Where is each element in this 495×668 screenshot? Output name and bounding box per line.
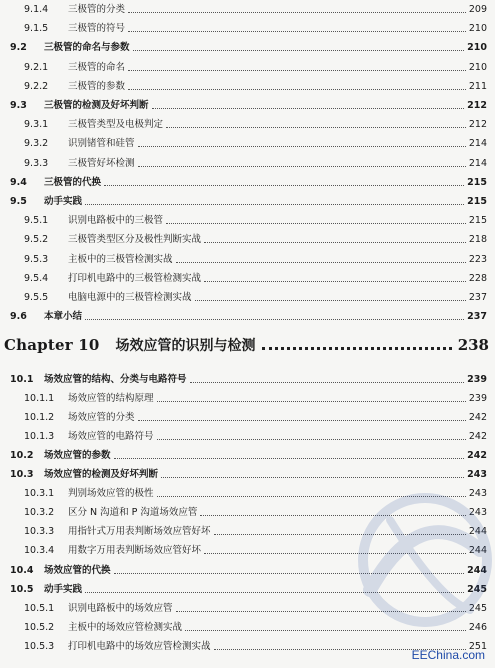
toc-entry-page: 243 bbox=[468, 488, 487, 500]
toc-entry-title: 主板中的三极管检测实战 bbox=[68, 253, 173, 265]
toc-section-entry bbox=[0, 446, 495, 462]
toc-entry-number: 10.5.3 bbox=[24, 640, 55, 652]
toc-subsection-entry bbox=[0, 389, 495, 405]
toc-section-entry bbox=[0, 192, 495, 208]
toc-entry-number: 10.5.2 bbox=[24, 621, 55, 633]
toc-entry-page: 211 bbox=[468, 80, 487, 92]
toc-subsection-entry bbox=[0, 230, 495, 246]
toc-entry-number: 9.3.2 bbox=[24, 138, 49, 150]
toc-subsection-entry bbox=[0, 211, 495, 227]
toc-entry-number: 9.1.5 bbox=[24, 23, 49, 35]
toc-entry-page: 223 bbox=[468, 253, 487, 265]
toc-entry-title: 场效应管的结构、分类与电路符号 bbox=[44, 374, 187, 385]
toc-entry-title: 打印机电路中的三极管检测实战 bbox=[68, 272, 202, 284]
toc-entry-title: 三极管类型及电极判定 bbox=[68, 119, 164, 131]
toc-entry-number: 10.3 bbox=[10, 469, 34, 481]
toc-entry-title: 本章小结 bbox=[44, 311, 83, 323]
toc-subsection-entry bbox=[0, 522, 495, 538]
toc-entry-number: 10.1.1 bbox=[24, 393, 55, 405]
toc-subsection-entry bbox=[0, 58, 495, 74]
toc-section-entry bbox=[0, 580, 495, 596]
toc-section-entry bbox=[0, 173, 495, 189]
dot-leader bbox=[262, 347, 452, 350]
toc-entry-title: 场效应管的检测及好坏判断 bbox=[44, 469, 159, 481]
dot-leader bbox=[200, 515, 465, 516]
toc-entry-page: 245 bbox=[467, 583, 487, 595]
dot-leader bbox=[152, 108, 465, 109]
toc-entry-number: 10.2 bbox=[10, 450, 34, 462]
dot-leader bbox=[138, 420, 466, 421]
toc-entry-page: 228 bbox=[468, 272, 487, 284]
watermark-brand: EEChina.com bbox=[411, 648, 485, 662]
toc-entry-title: 场效应管的分类 bbox=[68, 412, 135, 424]
toc-entry-title: 场效应管的电路符号 bbox=[68, 431, 154, 443]
toc-entry-title: 识别锗管和硅管 bbox=[68, 138, 135, 150]
toc-subsection-entry bbox=[0, 541, 495, 557]
dot-leader bbox=[138, 166, 466, 167]
toc-subsection-entry bbox=[0, 19, 495, 35]
toc-entry-page: 239 bbox=[468, 393, 487, 405]
dot-leader bbox=[190, 382, 465, 383]
toc-entry-page: 237 bbox=[468, 292, 487, 303]
dot-leader bbox=[204, 242, 466, 243]
toc-subsection-entry bbox=[0, 134, 495, 150]
chapter-heading bbox=[0, 333, 495, 357]
toc-entry-number: 10.4 bbox=[10, 564, 34, 576]
dot-leader bbox=[195, 300, 466, 301]
toc-entry-title: 三极管的命名与参数 bbox=[44, 42, 130, 54]
toc-subsection-entry bbox=[0, 427, 495, 443]
toc-subsection-entry bbox=[0, 408, 495, 424]
toc-subsection-entry bbox=[0, 0, 495, 16]
toc-entry-number: 9.1.4 bbox=[24, 4, 49, 15]
toc-entry-number: 9.5.5 bbox=[24, 292, 49, 303]
toc-section-entry bbox=[0, 370, 495, 386]
dot-leader bbox=[104, 185, 464, 186]
toc-entry-title: 动手实践 bbox=[44, 196, 83, 207]
toc-entry-title: 三极管的分类 bbox=[68, 4, 126, 15]
toc-entry-title: 场效应管的代换 bbox=[44, 564, 111, 576]
toc-section-entry bbox=[0, 96, 495, 112]
toc-entry-number: 9.3 bbox=[10, 100, 27, 111]
toc-entry-page: 237 bbox=[467, 311, 487, 323]
toc-entry-title: 三极管的命名 bbox=[68, 61, 126, 73]
toc-entry-number: 10.1.3 bbox=[24, 431, 55, 443]
toc-entry-page: 215 bbox=[468, 215, 487, 227]
toc-subsection-entry bbox=[0, 484, 495, 500]
toc-entry-page: 244 bbox=[468, 526, 487, 538]
dot-leader bbox=[133, 50, 465, 51]
toc-entry-number: 10.1.2 bbox=[24, 412, 55, 424]
dot-leader bbox=[157, 496, 466, 497]
toc-subsection-entry bbox=[0, 250, 495, 266]
toc-entry-page: 242 bbox=[467, 450, 487, 462]
toc-entry-number: 10.3.1 bbox=[24, 488, 55, 500]
toc-entry-title: 主板中的场效应管检测实战 bbox=[68, 621, 183, 633]
toc-entry-number: 9.2.1 bbox=[24, 61, 49, 73]
toc-entry-number: 9.5.3 bbox=[24, 253, 49, 265]
toc-entry-title: 场效应管的参数 bbox=[44, 450, 111, 462]
dot-leader bbox=[114, 458, 465, 459]
toc-entry-title: 识别电路板中的三极管 bbox=[68, 215, 164, 227]
toc-entry-page: 212 bbox=[467, 100, 487, 111]
toc-entry-title: 判别场效应管的极性 bbox=[68, 488, 154, 500]
toc-entry-title: 三极管的检测及好坏判断 bbox=[44, 100, 149, 111]
toc-entry-page: 242 bbox=[468, 412, 487, 424]
chapter-title: 场效应管的识别与检测 bbox=[115, 338, 256, 354]
dot-leader bbox=[114, 573, 465, 574]
toc-entry-number: 9.3.3 bbox=[24, 157, 49, 169]
dot-leader bbox=[166, 223, 466, 224]
toc-entry-title: 三极管的代换 bbox=[44, 176, 102, 188]
dot-leader bbox=[214, 534, 466, 535]
toc-entry-title: 三极管类型区分及极性判断实战 bbox=[68, 234, 202, 246]
toc-entry-title: 动手实践 bbox=[44, 583, 83, 595]
toc-entry-title: 区分 N 沟道和 P 沟道场效应管 bbox=[68, 507, 198, 519]
toc-entry-page: 214 bbox=[468, 138, 487, 150]
toc-entry-page: 245 bbox=[468, 602, 487, 614]
toc-entry-number: 9.3.1 bbox=[24, 119, 49, 131]
toc-entry-title: 用指针式万用表判断场效应管好坏 bbox=[68, 526, 211, 538]
toc-entry-page: 243 bbox=[468, 507, 487, 519]
toc-subsection-entry bbox=[0, 288, 495, 304]
toc-entry-page: 214 bbox=[468, 157, 487, 169]
toc-section-entry bbox=[0, 307, 495, 323]
toc-subsection-entry bbox=[0, 599, 495, 615]
toc-entry-page: 246 bbox=[468, 621, 487, 633]
toc-entry-title: 三极管好坏检测 bbox=[68, 157, 135, 169]
dot-leader bbox=[157, 401, 466, 402]
toc-entry-title: 场效应管的结构原理 bbox=[68, 393, 154, 405]
toc-entry-page: 212 bbox=[468, 119, 487, 131]
toc-section-entry bbox=[0, 465, 495, 481]
toc-entry-number: 9.2 bbox=[10, 42, 27, 54]
toc-entry-page: 243 bbox=[467, 469, 487, 481]
dot-leader bbox=[176, 611, 466, 612]
toc-section-entry bbox=[0, 561, 495, 577]
toc-subsection-entry bbox=[0, 618, 495, 634]
dot-leader bbox=[161, 477, 464, 478]
toc-subsection-entry bbox=[0, 269, 495, 285]
toc-entry-number: 9.5.1 bbox=[24, 215, 49, 227]
dot-leader bbox=[128, 31, 466, 32]
toc-subsection-entry bbox=[0, 503, 495, 519]
toc-entry-number: 10.3.4 bbox=[24, 545, 55, 557]
toc-entry-page: 215 bbox=[467, 196, 487, 207]
toc-entry-page: 215 bbox=[467, 176, 487, 188]
toc-entry-page: 210 bbox=[467, 42, 487, 54]
toc-entry-title: 打印机电路中的场效应管检测实战 bbox=[68, 640, 211, 652]
toc-entry-page: 244 bbox=[468, 545, 487, 557]
toc-entry-number: 9.6 bbox=[10, 311, 27, 323]
toc-entry-number: 10.3.3 bbox=[24, 526, 55, 538]
toc-section-entry bbox=[0, 38, 495, 54]
toc-entry-page: 242 bbox=[468, 431, 487, 443]
toc-entry-page: 251 bbox=[468, 640, 487, 652]
toc-entry-page: 209 bbox=[468, 4, 487, 15]
toc-entry-number: 10.3.2 bbox=[24, 507, 55, 519]
dot-leader bbox=[85, 592, 464, 593]
toc-entry-number: 9.2.2 bbox=[24, 80, 49, 92]
dot-leader bbox=[157, 439, 466, 440]
toc-entry-page: 210 bbox=[468, 23, 487, 35]
toc-entry-title: 用数字万用表判断场效应管好坏 bbox=[68, 545, 202, 557]
toc-subsection-entry bbox=[0, 77, 495, 93]
dot-leader bbox=[166, 127, 466, 128]
toc-entry-number: 10.5 bbox=[10, 583, 34, 595]
toc-entry-page: 218 bbox=[468, 234, 487, 246]
toc-entry-page: 239 bbox=[467, 374, 487, 385]
chapter-page-number: 238 bbox=[457, 336, 489, 354]
toc-entry-title: 电脑电源中的三极管检测实战 bbox=[68, 292, 192, 303]
toc-entry-number: 10.5.1 bbox=[24, 602, 55, 614]
dot-leader bbox=[176, 262, 466, 263]
toc-entry-title: 识别电路板中的场效应管 bbox=[68, 602, 173, 614]
toc-entry-number: 9.5.2 bbox=[24, 234, 49, 246]
toc-entry-page: 210 bbox=[468, 61, 487, 73]
dot-leader bbox=[128, 12, 466, 13]
toc-entry-number: 9.5 bbox=[10, 196, 27, 207]
toc-entry-page: 244 bbox=[467, 564, 487, 576]
chapter-label: Chapter 10 bbox=[4, 336, 100, 354]
dot-leader bbox=[204, 553, 466, 554]
dot-leader bbox=[204, 281, 466, 282]
toc-entry-number: 9.5.4 bbox=[24, 272, 49, 284]
dot-leader bbox=[85, 204, 464, 205]
toc-subsection-entry bbox=[0, 115, 495, 131]
dot-leader bbox=[138, 146, 466, 147]
toc-entry-title: 三极管的符号 bbox=[68, 23, 126, 35]
dot-leader bbox=[185, 630, 466, 631]
toc-entry-number: 10.1 bbox=[10, 374, 34, 385]
dot-leader bbox=[85, 319, 464, 320]
dot-leader bbox=[128, 89, 466, 90]
toc-subsection-entry bbox=[0, 154, 495, 170]
dot-leader bbox=[128, 70, 466, 71]
toc-entry-number: 9.4 bbox=[10, 176, 27, 188]
toc-entry-title: 三极管的参数 bbox=[68, 80, 126, 92]
